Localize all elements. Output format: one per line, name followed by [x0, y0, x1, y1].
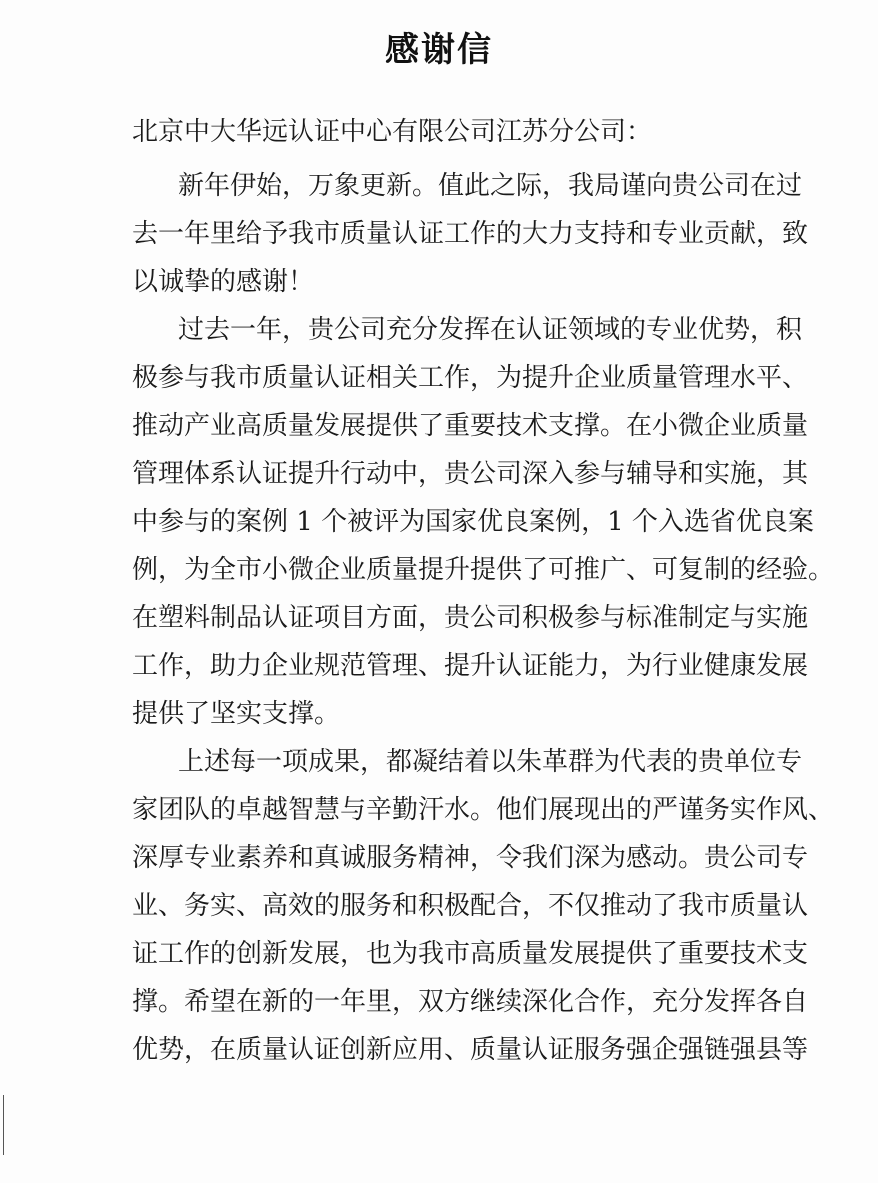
- body-line: 过去一年，贵公司充分发挥在认证领域的专业优势，积: [178, 315, 803, 345]
- letter-title: 感谢信: [385, 30, 493, 70]
- body-line: 优势，在质量认证创新应用、质量认证服务强企强链强县等: [132, 1035, 809, 1065]
- body-line: 推动产业高质量发展提供了重要技术支撑。在小微企业质量: [132, 411, 809, 441]
- body-line: 家团队的卓越智慧与辛勤汗水。他们展现出的严谨务实作风、: [132, 795, 835, 825]
- body-line: 深厚专业素养和真诚服务精神，令我们深为感动。贵公司专: [132, 843, 809, 873]
- body-line: 极参与我市质量认证相关工作，为提升企业质量管理水平、: [132, 363, 809, 393]
- body-line: 管理体系认证提升行动中，贵公司深入参与辅导和实施，其: [132, 459, 809, 489]
- body-line: 业、务实、高效的服务和积极配合，不仅推动了我市质量认: [132, 891, 809, 921]
- body-line: 提供了坚实支撑。: [132, 699, 341, 729]
- body-line: 以诚挚的感谢！: [132, 267, 315, 297]
- body-line: 上述每一项成果，都凝结着以朱革群为代表的贵单位专: [178, 747, 803, 777]
- body-line: 证工作的创新发展，也为我市高质量发展提供了重要技术支: [132, 939, 809, 969]
- body-line: 在塑料制品认证项目方面，贵公司积极参与标准制定与实施: [132, 603, 809, 633]
- body-line: 中参与的案例 1 个被评为国家优良案例，1 个入选省优良案: [132, 507, 814, 537]
- body-line: 工作，助力企业规范管理、提升认证能力，为行业健康发展: [132, 651, 809, 681]
- body-line: 撑。希望在新的一年里，双方继续深化合作，充分发挥各自: [132, 987, 809, 1017]
- salutation-line: 北京中大华远认证中心有限公司江苏分公司：: [132, 117, 653, 147]
- scan-edge-mark: [3, 1095, 4, 1155]
- body-line: 新年伊始，万象更新。值此之际，我局谨向贵公司在过: [178, 171, 803, 201]
- body-line: 去一年里给予我市质量认证工作的大力支持和专业贡献，致: [132, 219, 809, 249]
- body-line: 例，为全市小微企业质量提升提供了可推广、可复制的经验。: [132, 555, 835, 585]
